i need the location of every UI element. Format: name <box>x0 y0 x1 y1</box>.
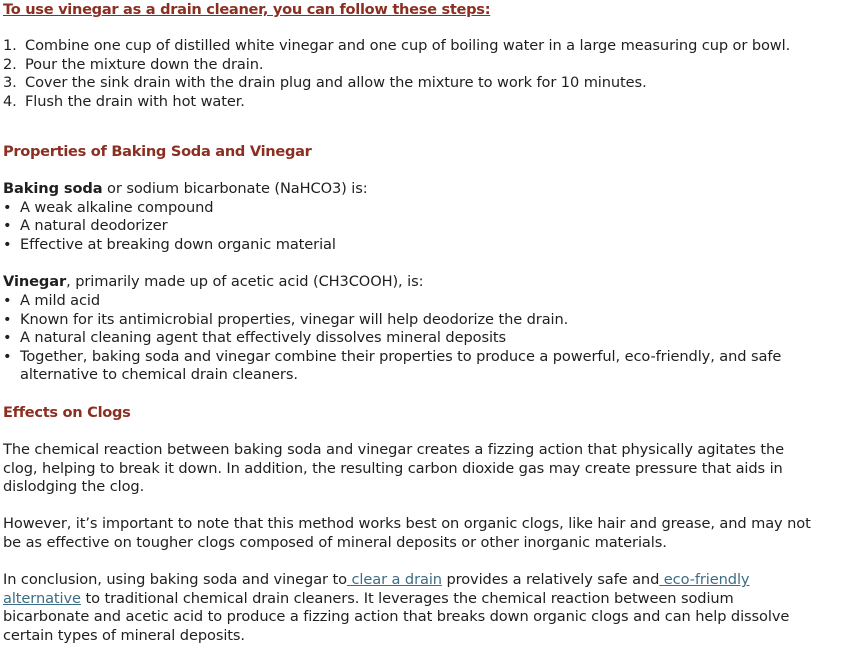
vinegar-desc: , primarily made up of acetic acid (CH3COOH), is: <box>66 273 424 290</box>
list-item-text: Cover the sink drain with the drain plug and allow the mixture to work for 10 minutes. <box>25 74 647 91</box>
list-item <box>3 329 506 348</box>
list-item <box>3 93 245 112</box>
list-item-text: Combine one cup of distilled white vinegar and one cup of boiling water in a large measuring cup or bowl. <box>25 37 791 54</box>
list-item-continuation: alternative to chemical drain cleaners. <box>20 366 298 383</box>
bullet-icon: • <box>3 348 12 365</box>
paragraph-line: However, it’s important to note that this method works best on organic clogs, like hair and grease, and may not <box>3 515 811 532</box>
section-heading-properties: Properties of Baking Soda and Vinegar <box>3 143 312 160</box>
list-item <box>3 236 336 255</box>
list-number: 4. <box>3 93 17 110</box>
list-number: 2. <box>3 56 17 73</box>
paragraph-line: certain types of mineral deposits. <box>3 627 245 644</box>
list-item <box>3 199 213 218</box>
list-item-text: A natural deodorizer <box>20 217 168 234</box>
list-number: 1. <box>3 37 17 54</box>
baking-soda-term: Baking soda <box>3 180 103 197</box>
section-heading-effects: Effects on Clogs <box>3 404 131 421</box>
text-run: In conclusion, using baking soda and vinegar to <box>3 571 347 588</box>
bullet-icon: • <box>3 311 12 328</box>
text-run: provides a relatively safe and <box>441 571 660 588</box>
list-item-text: Effective at breaking down organic material <box>20 236 336 253</box>
paragraph-line: dislodging the clog. <box>3 478 145 495</box>
list-item <box>3 74 647 93</box>
list-item <box>3 217 167 236</box>
list-item-text: Pour the mixture down the drain. <box>25 56 264 73</box>
paragraph-line <box>3 590 734 609</box>
eco-friendly-alternative-link[interactable]: eco-friendly <box>659 571 750 588</box>
baking-soda-intro <box>3 180 368 199</box>
bullet-icon: • <box>3 329 12 346</box>
bullet-icon: • <box>3 292 12 309</box>
list-item-text: Known for its antimicrobial properties, vinegar will help deodorize the drain. <box>20 311 569 328</box>
list-item <box>3 56 263 75</box>
list-item <box>3 311 568 330</box>
list-item-text: Together, baking soda and vinegar combine their properties to produce a powerful, eco-friendly, and safe <box>20 348 782 365</box>
bullet-icon: • <box>3 199 12 216</box>
list-item <box>3 37 790 56</box>
list-item <box>3 292 100 311</box>
paragraph-line: The chemical reaction between baking soda and vinegar creates a fizzing action that physically agitates the <box>3 441 785 458</box>
paragraph-line: be as effective on tougher clogs composed of mineral deposits or other inorganic materials. <box>3 534 667 551</box>
list-item-text: A mild acid <box>20 292 101 309</box>
paragraph-line: clog, helping to break it down. In addition, the resulting carbon dioxide gas may create pressure that aids in <box>3 460 783 477</box>
baking-soda-desc: or sodium bicarbonate (NaHCO3) is: <box>102 180 368 197</box>
bullet-icon: • <box>3 217 12 234</box>
list-item <box>3 348 781 367</box>
list-item-text: Flush the drain with hot water. <box>25 93 245 110</box>
paragraph-line <box>3 571 749 590</box>
text-run: to traditional chemical drain cleaners. It leverages the chemical reaction between sodium <box>80 590 734 607</box>
vinegar-intro <box>3 273 423 292</box>
list-item-text: A natural cleaning agent that effectively dissolves mineral deposits <box>20 329 507 346</box>
list-item-text: A weak alkaline compound <box>20 199 214 216</box>
paragraph-line: bicarbonate and acetic acid to produce a fizzing action that breaks down organic clogs and can help dissolve <box>3 608 790 625</box>
eco-friendly-alternative-link[interactable]: alternative <box>3 590 81 607</box>
section-heading-steps: To use vinegar as a drain cleaner, you can follow these steps: <box>3 1 491 18</box>
list-number: 3. <box>3 74 17 91</box>
bullet-icon: • <box>3 236 12 253</box>
vinegar-term: Vinegar <box>3 273 67 290</box>
clear-a-drain-link[interactable]: clear a drain <box>346 571 442 588</box>
